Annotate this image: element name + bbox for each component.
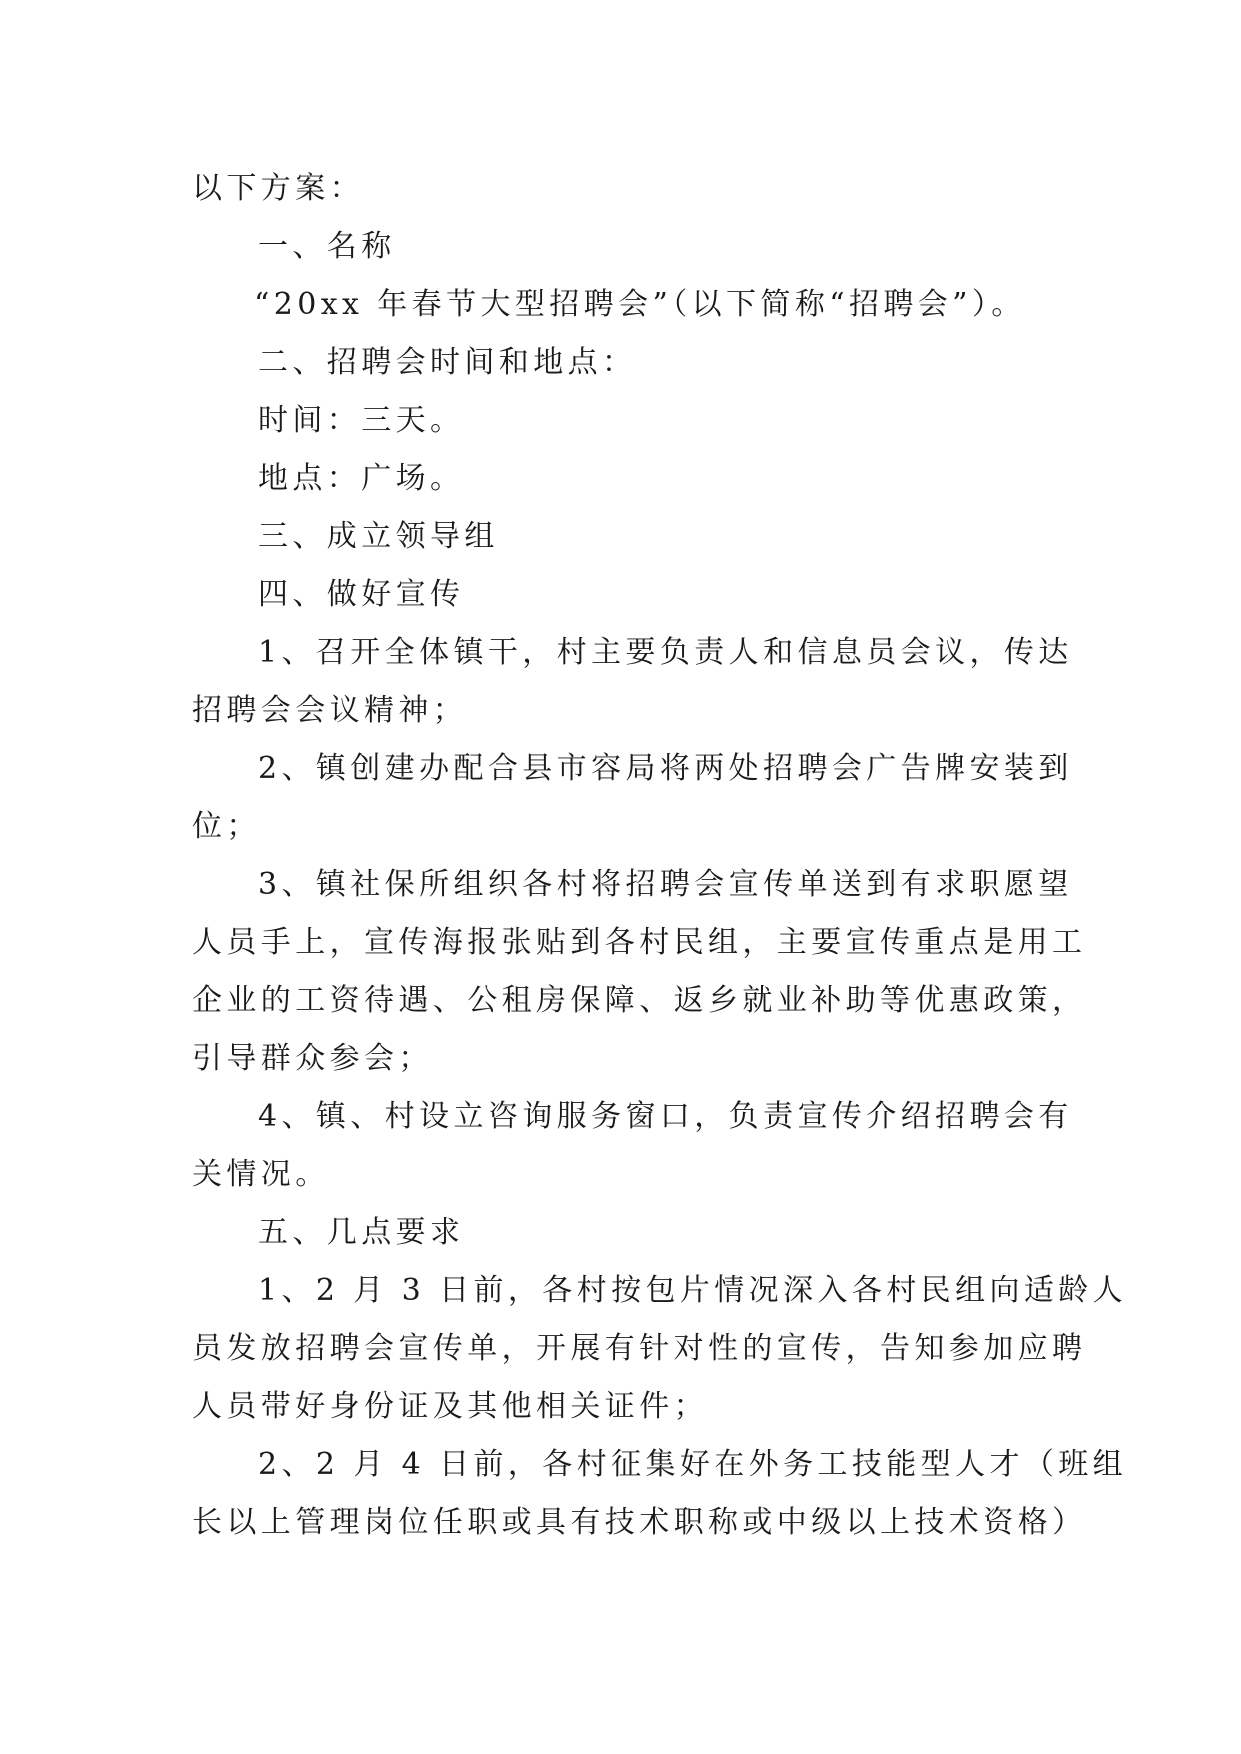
text-line: 长以上管理岗位任职或具有技术职称或中级以上技术资格） <box>192 1505 1087 1540</box>
section-heading-name: 一、名称 <box>258 229 396 264</box>
text-line: 企业的工资待遇、公租房保障、返乡就业补助等优惠政策， <box>192 983 1087 1018</box>
text-line: 人员带好身份证及其他相关证件； <box>192 1389 708 1424</box>
text-line: 引导群众参会； <box>192 1041 433 1076</box>
text-line: 1、2 月 3 日前，各村按包片情况深入各村民组向适龄人 <box>258 1273 1128 1308</box>
text-line: 1、召开全体镇干，村主要负责人和信息员会议，传达 <box>258 635 1073 670</box>
text-line: 4、镇、村设立咨询服务窗口，负责宣传介绍招聘会有 <box>258 1099 1073 1134</box>
text-line: 位； <box>192 809 261 844</box>
section-heading-leadership: 三、成立领导组 <box>258 519 499 554</box>
text-line: 时间：三天。 <box>258 403 465 438</box>
section-heading-publicity: 四、做好宣传 <box>258 577 465 612</box>
text-line: 人员手上，宣传海报张贴到各村民组，主要宣传重点是用工 <box>192 925 1087 960</box>
document-body <box>192 160 1128 1552</box>
text-line: 以下方案： <box>192 171 364 206</box>
text-line: 2、2 月 4 日前，各村征集好在外务工技能型人才（班组 <box>258 1447 1128 1482</box>
text-line: 地点：广场。 <box>258 461 465 496</box>
text-line: 2、镇创建办配合县市容局将两处招聘会广告牌安装到 <box>258 751 1073 786</box>
text-line: 关情况。 <box>192 1157 330 1192</box>
text-line: 3、镇社保所组织各村将招聘会宣传单送到有求职愿望 <box>258 867 1073 902</box>
text-line: “20xx 年春节大型招聘会”（以下简称“招聘会”）。 <box>254 287 1026 322</box>
text-line: 招聘会会议精神； <box>192 693 468 728</box>
section-heading-requirements: 五、几点要求 <box>258 1215 465 1250</box>
section-heading-time-place: 二、招聘会时间和地点： <box>258 345 637 380</box>
text-line: 员发放招聘会宣传单，开展有针对性的宣传，告知参加应聘 <box>192 1331 1087 1366</box>
